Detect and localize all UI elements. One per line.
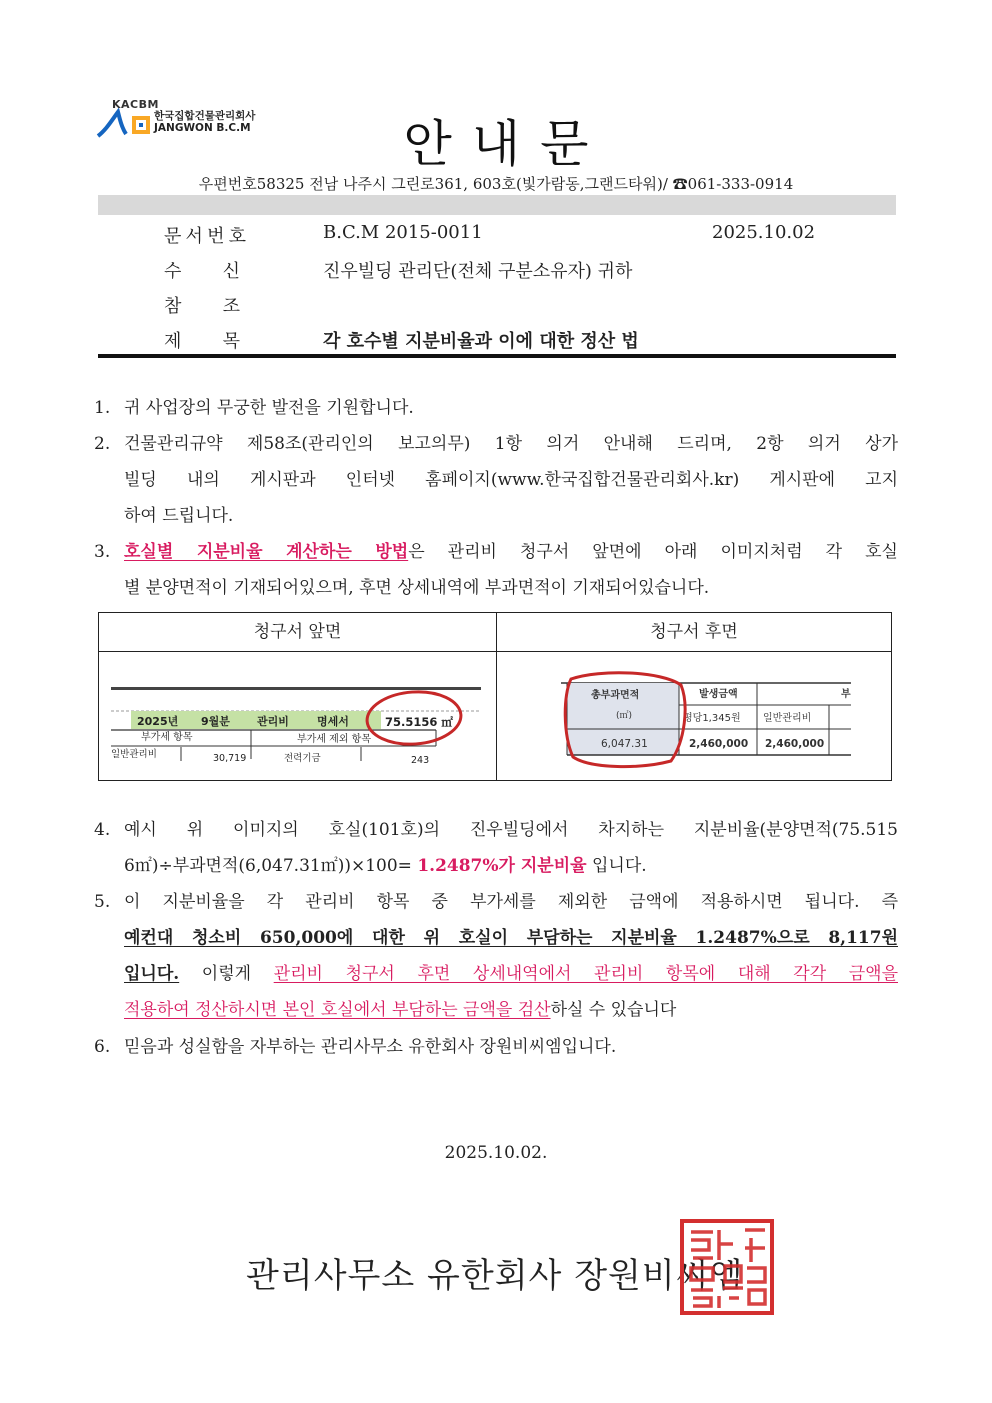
subject-label: 제 목 bbox=[164, 331, 240, 352]
logo-abbr: KACBM bbox=[112, 98, 159, 111]
document-title: 안내문 bbox=[403, 115, 609, 173]
back-v1: 6,047.31 bbox=[601, 738, 648, 750]
front-header: 청구서 앞면 bbox=[99, 613, 496, 652]
front-vat-excl: 부가세 제외 항목 bbox=[297, 734, 371, 745]
item-1: 1. 귀 사업장의 무궁한 발전을 기원합니다. bbox=[94, 398, 414, 418]
doc-no-label: 문 서 번 호 bbox=[164, 226, 246, 247]
front-vat-item: 부가세 항목 bbox=[141, 732, 193, 743]
back-h1: 총부과면적 bbox=[591, 690, 640, 701]
calc-highlight: 관리비 청구서 후면 상세내역에서 관리비 항목에 대해 각각 금액을 bbox=[273, 964, 898, 984]
signature: 관리사무소 유한회사 장원비씨엠 bbox=[246, 1256, 744, 1296]
invoice-back-image bbox=[561, 665, 891, 777]
logo-name-en: JANGWON B.C.M bbox=[154, 122, 251, 134]
example-highlight: 예컨대 청소비 650,000에 대한 위 호실이 부담하는 지분비율 1.2487%으로 8,117원 bbox=[124, 928, 898, 948]
front-row-label: 일반관리비 bbox=[111, 749, 157, 760]
subject: 각 호수별 지분비율과 이에 대한 정산 법 bbox=[323, 331, 639, 352]
back-v3: 2,460,000 bbox=[765, 738, 825, 750]
front-doc: 명세서 bbox=[317, 715, 349, 728]
doc-date: 2025.10.02 bbox=[712, 222, 816, 243]
front-year: 2025년 bbox=[137, 715, 179, 728]
header-band bbox=[98, 195, 896, 215]
item-4: 4. 예시 위 이미지의 호실(101호)의 진우빌딩에서 차지하는 지분비율(분양면적(75.515 6㎡)÷부과면적(6,047.31㎡))×100= 1.2487%가 지분비율 입니다. bbox=[94, 820, 898, 876]
front-row-val: 30,719 bbox=[213, 753, 247, 764]
front-label: 관리비 bbox=[257, 715, 289, 728]
doc-no: B.C.M 2015-0011 bbox=[323, 222, 483, 243]
footer-date: 2025.10.02. bbox=[444, 1143, 548, 1163]
item-2: 2. 건물관리규약 제58조(관리인의 보고의무) 1항 의거 안내해 드리며, 2항 의거 상가 빌딩 내의 게시판과 인터넷 홈페이지(www.한국집합건물관리회사.kr) 게시판에 고지 하여 드립니다. bbox=[94, 434, 898, 526]
back-h2sub: 평당1,345원 bbox=[683, 713, 741, 724]
back-h4: 부 bbox=[841, 689, 851, 700]
reference-label: 참 조 bbox=[164, 296, 240, 317]
back-h1sub: (㎡) bbox=[616, 711, 633, 721]
front-row-label2: 전력기금 bbox=[284, 753, 321, 764]
company-address: 우편번호58325 전남 나주시 그린로361, 603호(빛가람동,그랜드타워)/ ☎061-333-0914 bbox=[198, 175, 794, 193]
recipient-label: 수 신 bbox=[164, 261, 240, 282]
invoice-image-table bbox=[98, 612, 892, 781]
method-highlight: 호실별 지분비율 계산하는 방법 bbox=[124, 542, 409, 562]
back-v2: 2,460,000 bbox=[689, 738, 749, 750]
item-3: 3. 호실별 지분비율 계산하는 방법은 관리비 청구서 앞면에 아래 이미지처럼 각 호실 별 분양면적이 기재되어있으며, 후면 상세내역에 부과면적이 기재되어있습니다. bbox=[94, 542, 898, 598]
front-row-val2: 243 bbox=[411, 755, 430, 766]
recipient: 진우빌딩 관리단(전체 구분소유자) 귀하 bbox=[323, 261, 633, 282]
invoice-front-image bbox=[111, 673, 485, 773]
front-area: 75.5156 ㎡ bbox=[385, 715, 453, 729]
back-h2: 발생금액 bbox=[699, 689, 738, 700]
back-h3: 일반관리비 bbox=[763, 713, 812, 724]
logo-name-ko: 한국집합건물관리회사 bbox=[154, 110, 256, 122]
ratio-highlight: 1.2487%가 지분비율 bbox=[417, 856, 587, 876]
item-6: 6. 믿음과 성실함을 자부하는 관리사무소 유한회사 장원비씨엠입니다. bbox=[94, 1037, 617, 1057]
front-month: 9월분 bbox=[201, 715, 230, 728]
back-header: 청구서 후면 bbox=[497, 613, 891, 652]
header-divider bbox=[98, 354, 896, 358]
item-5: 5. 이 지분비율을 각 관리비 항목 중 부가세를 제외한 금액에 적용하시면 됩니다. 즉 예컨대 청소비 650,000에 대한 위 호실이 부담하는 지분비율 1.2487%으로 8,117원 입니다. 이렇게 관리비 청구서 후면 상세내역에서 관리비 항목에 대해 각각 금액을 적용하여 정산하시면 본인 호실에서 부담하는 금액을 검산하실 수 있습니다 bbox=[94, 892, 898, 1020]
company-seal-icon bbox=[679, 1218, 775, 1316]
